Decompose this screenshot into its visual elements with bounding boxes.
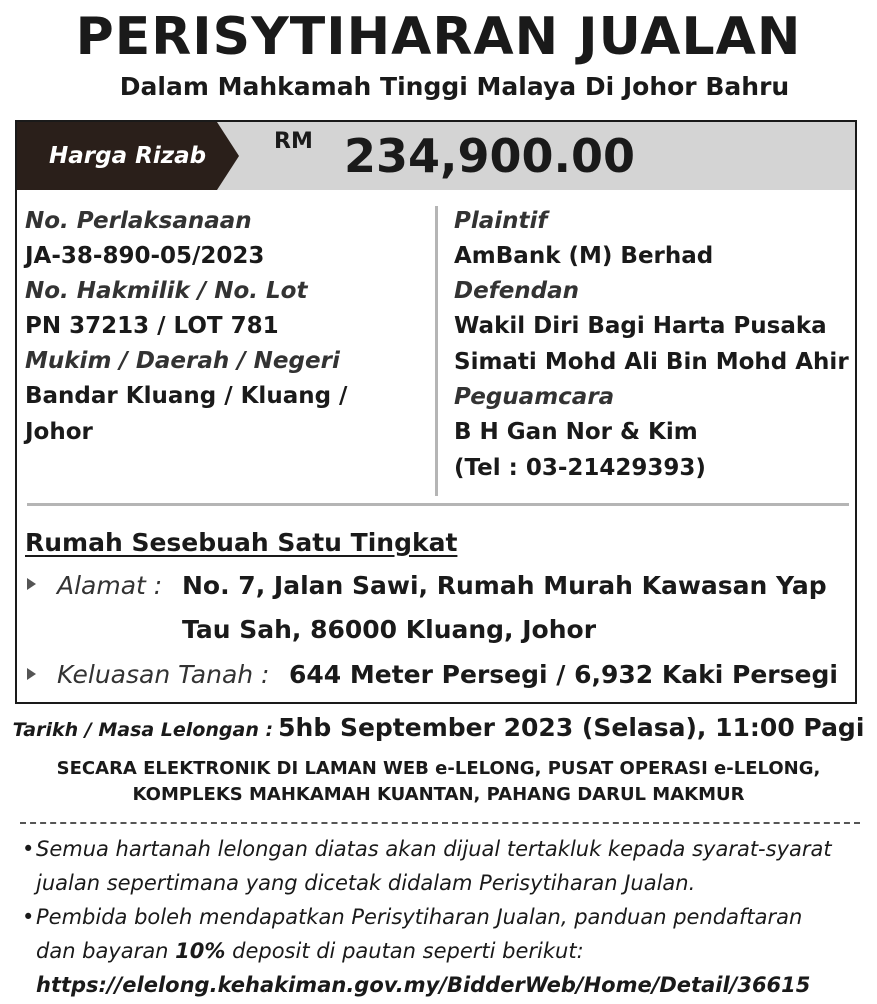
deposit-percent: 10% bbox=[175, 939, 226, 963]
note-2-text: Pembida boleh mendapatkan Perisytiharan Jualan, panduan pendaftaran bbox=[36, 905, 803, 929]
property-type: Rumah Sesebuah Satu Tingkat bbox=[25, 528, 458, 557]
lawyer-value: B H Gan Nor & Kim bbox=[454, 419, 698, 445]
auction-venue bbox=[0, 756, 877, 808]
court-subtitle: Dalam Mahkamah Tinggi Malaya Di Johor Bahru bbox=[119, 72, 790, 101]
section-divider bbox=[27, 503, 849, 506]
lawyer-phone: (Tel : 03-21429393) bbox=[454, 455, 706, 481]
defendant-label: Defendan bbox=[454, 278, 580, 304]
execution-number-value: JA-38-890-05/2023 bbox=[25, 243, 265, 269]
address-label: Alamat : bbox=[57, 571, 163, 600]
parties-column bbox=[454, 204, 854, 486]
venue-line2: KOMPLEKS MAHKAMAH KUANTAN, PAHANG DARUL MAKMUR bbox=[132, 784, 745, 805]
note-2-line2 bbox=[22, 934, 867, 968]
currency-label: RM bbox=[274, 129, 313, 154]
title-lot-value: PN 37213 / LOT 781 bbox=[25, 313, 279, 339]
land-area-value: 644 Meter Persegi / 6,932 Kaki Persegi bbox=[289, 660, 838, 689]
address-line1: No. 7, Jalan Sawi, Rumah Murah Kawasan Yap bbox=[182, 571, 827, 600]
column-divider bbox=[435, 206, 438, 496]
plaintiff-label: Plaintif bbox=[454, 208, 548, 234]
execution-number-label: No. Perlaksanaan bbox=[25, 208, 252, 234]
auction-date-label: Tarikh / Masa Lelongan : bbox=[12, 719, 274, 741]
note-2-line1 bbox=[22, 900, 867, 934]
defendant-value-line2: Simati Mohd Ali Bin Mohd Ahir bbox=[454, 349, 849, 375]
plaintiff-value: AmBank (M) Berhad bbox=[454, 243, 714, 269]
bullet-icon: • bbox=[22, 905, 35, 929]
note-1-line1 bbox=[22, 832, 867, 866]
note-1-text: Semua hartanah lelongan diatas akan dijual tertakluk kepada syarat-syarat bbox=[36, 837, 832, 861]
location-value-line1: Bandar Kluang / Kluang / bbox=[25, 383, 348, 409]
note-2-text-pre: dan bayaran bbox=[36, 939, 176, 963]
location-value-line2: Johor bbox=[25, 419, 93, 445]
defendant-value-line1: Wakil Diri Bagi Harta Pusaka bbox=[454, 313, 827, 339]
bidder-link[interactable]: https://elelong.kehakiman.gov.my/BidderWeb/Home/Detail/36615 bbox=[36, 973, 811, 997]
title-lot-label: No. Hakmilik / No. Lot bbox=[25, 278, 308, 304]
address-line2: Tau Sah, 86000 Kluang, Johor bbox=[182, 615, 597, 644]
lawyer-label: Peguamcara bbox=[454, 384, 615, 410]
reserve-price-band bbox=[17, 122, 855, 190]
sale-details-box bbox=[15, 120, 857, 704]
reserve-price-tag bbox=[17, 122, 257, 190]
reserve-price-value: 234,900.00 bbox=[344, 129, 636, 183]
address-bullet-icon bbox=[27, 578, 36, 590]
land-area-bullet-icon bbox=[27, 668, 36, 680]
case-details-column bbox=[25, 204, 425, 450]
notes-section bbox=[22, 832, 867, 1002]
dashed-divider bbox=[20, 822, 860, 824]
note-1-line2: jualan sepertimana yang dicetak didalam Perisytiharan Jualan. bbox=[36, 871, 696, 895]
reserve-price-label: Harga Rizab bbox=[49, 143, 207, 169]
land-area-label: Keluasan Tanah : bbox=[57, 660, 270, 689]
bullet-icon: • bbox=[22, 837, 35, 861]
venue-line1: SECARA ELEKTRONIK DI LAMAN WEB e-LELONG, PUSAT OPERASI e-LELONG, bbox=[56, 758, 821, 779]
location-label: Mukim / Daerah / Negeri bbox=[25, 348, 340, 374]
auction-date-value: 5hb September 2023 (Selasa), 11:00 Pagi bbox=[278, 713, 865, 742]
note-2-text-post: deposit di pautan seperti berikut: bbox=[225, 939, 584, 963]
auction-date-line bbox=[0, 713, 877, 742]
page-title: PERISYTIHARAN JUALAN bbox=[75, 7, 802, 67]
